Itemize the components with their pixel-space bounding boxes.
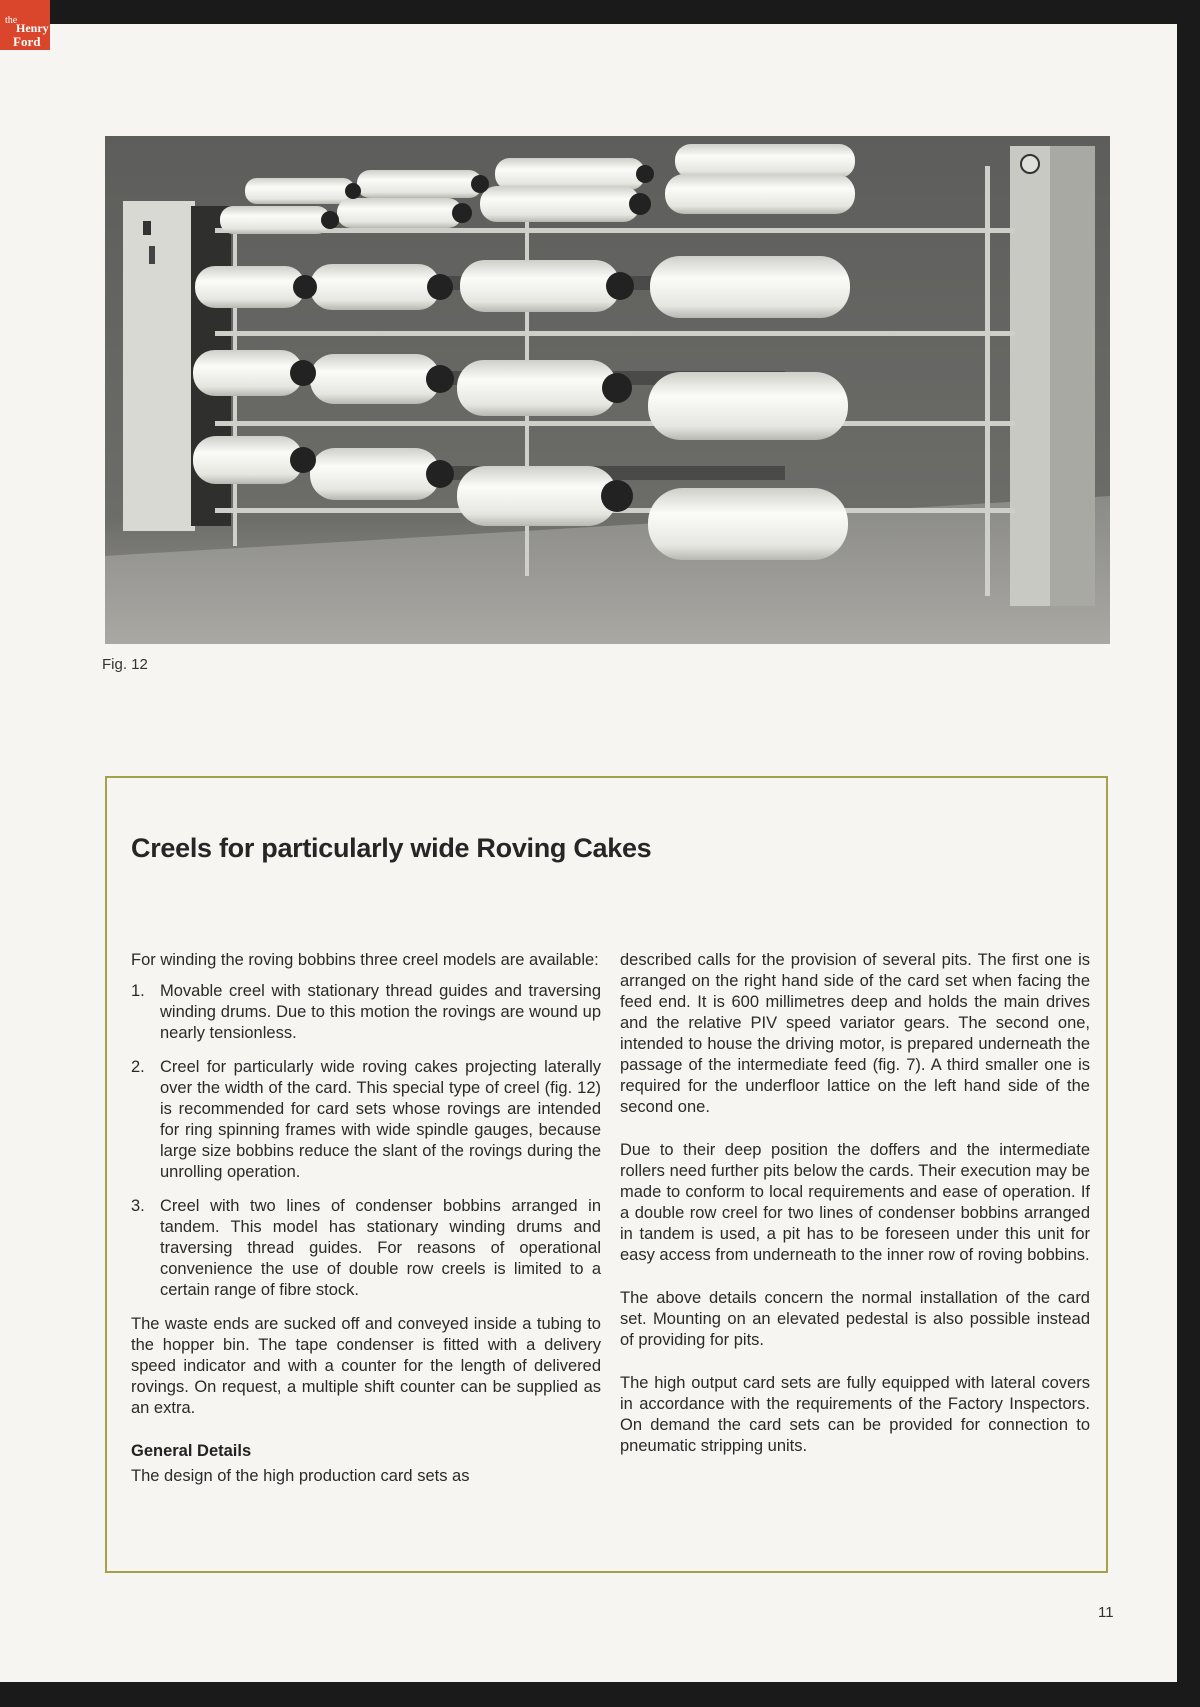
henry-ford-logo: [0, 0, 50, 50]
photo-creel-machine-icon: [105, 136, 1110, 644]
page-number: 11: [1098, 1604, 1114, 1621]
intro-paragraph: For winding the roving bobbins three creel models are available:: [131, 951, 599, 969]
list-text: Creel with two lines of condenser bobbins arranged in tandem. This model has stationary winding drums and traversing thread guides. For reasons of operational convenience the use of double row creels is limited to a certain range of fibre stock.: [160, 1197, 601, 1299]
logo-henry: Henry: [16, 21, 49, 35]
doffers-paragraph: Due to their deep position the doffers and the intermediate rollers need further pits below the cards. Their execution may be made to conform to local requirements and ease of operation. If a double row creel for two lines of condenser bobbins arranged in tandem is used, a pit has to be foreseen under this unit for easy access from underneath to the inner row of roving bobbins.: [620, 1141, 1090, 1264]
general-details-heading: General Details: [131, 1442, 252, 1460]
list-text: Movable creel with stationary thread guides and traversing winding drums. Due to this motion the rovings are wound up nearly tensionless.: [160, 982, 601, 1042]
list-item: [131, 1196, 601, 1301]
list-number: 1.: [131, 982, 145, 1000]
waste-paragraph: The waste ends are sucked off and conveyed inside a tubing to the hopper bin. The tape condenser is fitted with a delivery speed indicator and with a counter for the length of delivered rovings. On request, a multiple shift counter can be supplied as an extra.: [131, 1315, 601, 1417]
installation-paragraph: The above details concern the normal installation of the card set. Mounting on an elevated pedestal is also possible instead of providing for pits.: [620, 1289, 1090, 1349]
list-item: [131, 1057, 601, 1183]
left-column: [131, 950, 601, 1487]
general-details-start: The design of the high production card sets as: [131, 1467, 470, 1485]
logo-the: the: [5, 15, 18, 26]
list-number: 3.: [131, 1197, 145, 1215]
section-title: Creels for particularly wide Roving Cakes: [131, 833, 652, 863]
creel-models-list: [131, 981, 601, 1301]
list-text: Creel for particularly wide roving cakes projecting laterally over the width of the card. This special type of creel (fig. 12) is recommended for card sets whose rovings are intended for ring spinning frames with wide spindle gauges, because large size bobbins reduce the slant of the rovings during the unrolling operation.: [160, 1058, 601, 1181]
covers-paragraph: The high output card sets are fully equipped with lateral covers in accordance with the requirements of the Factory Inspectors. On demand the card sets can be provided for connection to pneumatic stripping units.: [620, 1374, 1090, 1455]
brochure-page: [0, 21, 1177, 1682]
content-box: [105, 776, 1108, 1573]
logo-ford: Ford: [13, 34, 41, 49]
right-column: [620, 950, 1090, 1457]
list-number: 2.: [131, 1058, 145, 1076]
list-item: [131, 981, 601, 1044]
creel-machine-photo: [105, 136, 1110, 644]
figure-caption: Fig. 12: [102, 656, 148, 673]
pits-paragraph: described calls for the provision of several pits. The first one is arranged on the right hand side of the card set when facing the feed end. It is 600 millimetres deep and holds the main drives and the relative PIV speed variator gears. The second one, intended to house the driving motor, is prepared underneath the passage of the intermediate feed (fig. 7). A third smaller one is required for the underfloor lattice on the left hand side of the second one.: [620, 951, 1090, 1116]
